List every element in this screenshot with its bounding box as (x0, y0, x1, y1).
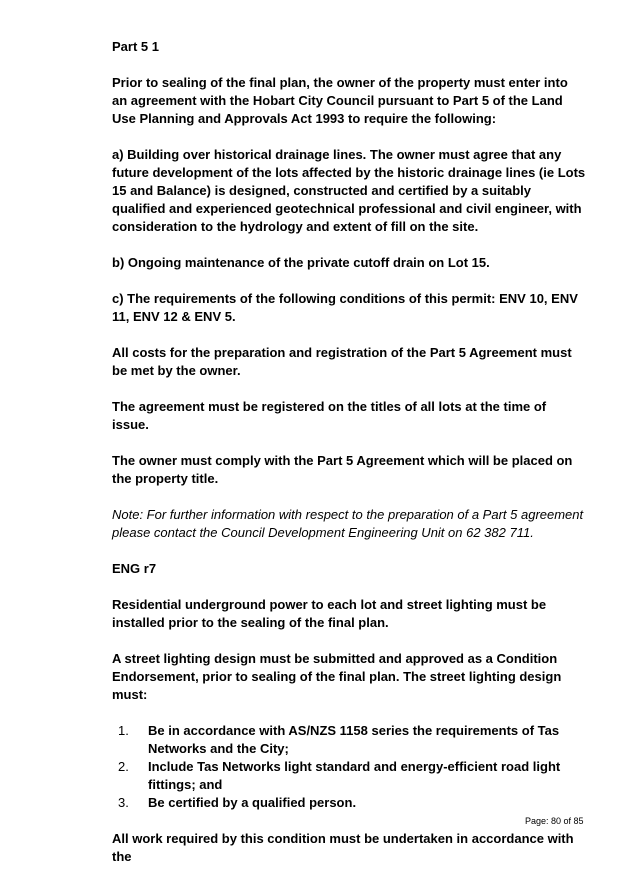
list-item (112, 794, 586, 812)
power-paragraph: Residential underground power to each lot and street lighting must be installed prior to the sealing of the final plan. (112, 597, 547, 630)
lighting-paragraph: A street lighting design must be submitted and approved as a Condition Endorsement, prior to sealing of the final plan. The street lighting design must: (112, 651, 562, 702)
section-heading-part5: Part 5 1 (112, 39, 159, 54)
list-item-number: 2. (118, 759, 129, 774)
registration-paragraph: The agreement must be registered on the titles of all lots at the time of issue. (112, 399, 547, 432)
list-item-text: Be certified by a qualified person. (148, 795, 357, 810)
condition-item-a: a) Building over historical drainage lines. The owner must agree that any future development of the lots affected by the historic drainage lines (ie Lots 15 and Balance) is designed, constructed and certified by a suitably qualified and experienced geotechnical professional and civil engineer, with consideration to the hydrology and extent of fill on the site. (112, 147, 586, 234)
page-number: Page: 80 of 85 (525, 816, 584, 826)
list-item (112, 758, 586, 794)
note-paragraph: Note: For further information with respect to the preparation of a Part 5 agreement please contact the Council Development Engineering Unit on 62 382 711. (112, 507, 584, 540)
lighting-requirements-list (112, 722, 586, 812)
list-item-number: 1. (118, 723, 129, 738)
list-item-text: Be in accordance with AS/NZS 1158 series the requirements of Tas Networks and the City; (148, 723, 560, 756)
intro-paragraph: Prior to sealing of the final plan, the owner of the property must enter into an agreement with the Hobart City Council pursuant to Part 5 of the Land Use Planning and Approvals Act 1993 to require the following: (112, 75, 568, 126)
list-item-number: 3. (118, 795, 129, 810)
costs-paragraph: All costs for the preparation and registration of the Part 5 Agreement must be met by the owner. (112, 345, 572, 378)
list-item (112, 722, 586, 758)
compliance-paragraph: The owner must comply with the Part 5 Agreement which will be placed on the property title. (112, 453, 573, 486)
list-item-text: Include Tas Networks light standard and energy-efficient road light fittings; and (148, 759, 561, 792)
closing-paragraph: All work required by this condition must be undertaken in accordance with the (112, 831, 574, 864)
section-heading-eng: ENG r7 (112, 561, 157, 576)
condition-item-b: b) Ongoing maintenance of the private cutoff drain on Lot 15. (112, 255, 490, 270)
document-body (112, 38, 586, 866)
condition-item-c: c) The requirements of the following conditions of this permit: ENV 10, ENV 11, ENV 12 & ENV 5. (112, 291, 578, 324)
